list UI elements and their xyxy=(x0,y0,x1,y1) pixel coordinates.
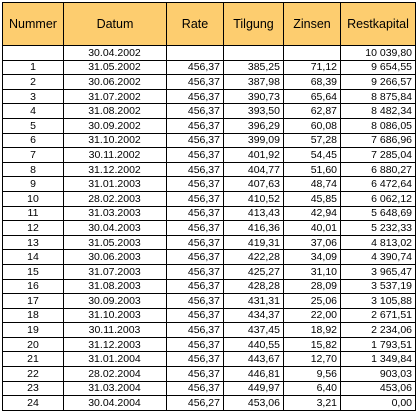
cell-date: 30.09.2002 xyxy=(64,118,167,133)
table-header xyxy=(3,3,416,46)
cell-rate: 456,37 xyxy=(167,148,224,163)
table-row xyxy=(3,250,416,265)
amortization-table xyxy=(2,2,416,411)
cell-number: 21 xyxy=(3,352,64,367)
table-row xyxy=(3,279,416,294)
cell-balance: 5 232,33 xyxy=(341,221,416,236)
cell-balance: 8 482,34 xyxy=(341,104,416,119)
cell-rate xyxy=(167,46,224,61)
cell-date: 28.02.2003 xyxy=(64,191,167,206)
cell-principal: 390,73 xyxy=(224,89,284,104)
cell-number: 24 xyxy=(3,396,64,411)
cell-rate: 456,37 xyxy=(167,250,224,265)
cell-interest: 31,10 xyxy=(284,264,341,279)
cell-principal: 443,67 xyxy=(224,352,284,367)
cell-rate: 456,37 xyxy=(167,279,224,294)
table-row xyxy=(3,75,416,90)
cell-balance: 4 390,74 xyxy=(341,250,416,265)
cell-rate: 456,37 xyxy=(167,264,224,279)
cell-number: 9 xyxy=(3,177,64,192)
cell-balance: 2 671,51 xyxy=(341,308,416,323)
table-row xyxy=(3,337,416,352)
cell-date: 30.04.2003 xyxy=(64,221,167,236)
cell-balance: 3 105,88 xyxy=(341,294,416,309)
cell-balance: 9 654,55 xyxy=(341,60,416,75)
cell-balance: 1 349,84 xyxy=(341,352,416,367)
cell-number: 3 xyxy=(3,89,64,104)
cell-principal: 399,09 xyxy=(224,133,284,148)
cell-number xyxy=(3,46,64,61)
table-row xyxy=(3,235,416,250)
cell-rate: 456,37 xyxy=(167,118,224,133)
cell-interest: 25,06 xyxy=(284,294,341,309)
cell-date: 31.08.2002 xyxy=(64,104,167,119)
cell-number: 6 xyxy=(3,133,64,148)
header-balance: Restkapital xyxy=(341,3,416,46)
table-row xyxy=(3,133,416,148)
cell-balance: 3 965,47 xyxy=(341,264,416,279)
cell-balance: 2 234,06 xyxy=(341,323,416,338)
cell-interest: 48,74 xyxy=(284,177,341,192)
cell-rate: 456,37 xyxy=(167,89,224,104)
table-row xyxy=(3,352,416,367)
cell-balance: 7 686,96 xyxy=(341,133,416,148)
cell-principal: 425,27 xyxy=(224,264,284,279)
cell-date: 30.04.2004 xyxy=(64,396,167,411)
cell-rate: 456,37 xyxy=(167,381,224,396)
cell-number: 7 xyxy=(3,148,64,163)
cell-rate: 456,37 xyxy=(167,206,224,221)
cell-number: 2 xyxy=(3,75,64,90)
cell-number: 20 xyxy=(3,337,64,352)
cell-interest: 22,00 xyxy=(284,308,341,323)
header-principal: Tilgung xyxy=(224,3,284,46)
cell-principal: 404,77 xyxy=(224,162,284,177)
cell-principal: 413,43 xyxy=(224,206,284,221)
cell-number: 5 xyxy=(3,118,64,133)
cell-rate: 456,37 xyxy=(167,133,224,148)
cell-number: 19 xyxy=(3,323,64,338)
cell-date: 31.07.2003 xyxy=(64,264,167,279)
cell-date: 30.04.2002 xyxy=(64,46,167,61)
cell-principal: 434,37 xyxy=(224,308,284,323)
cell-number: 23 xyxy=(3,381,64,396)
cell-rate: 456,37 xyxy=(167,60,224,75)
table-row xyxy=(3,221,416,236)
cell-rate: 456,37 xyxy=(167,337,224,352)
cell-number: 18 xyxy=(3,308,64,323)
cell-interest: 71,12 xyxy=(284,60,341,75)
cell-interest: 37,06 xyxy=(284,235,341,250)
cell-balance: 10 039,80 xyxy=(341,46,416,61)
cell-date: 31.05.2002 xyxy=(64,60,167,75)
table-row xyxy=(3,294,416,309)
cell-interest: 68,39 xyxy=(284,75,341,90)
cell-interest: 34,09 xyxy=(284,250,341,265)
cell-balance: 6 062,12 xyxy=(341,191,416,206)
cell-interest: 40,01 xyxy=(284,221,341,236)
table-row xyxy=(3,89,416,104)
table-row xyxy=(3,104,416,119)
cell-date: 30.11.2002 xyxy=(64,148,167,163)
cell-principal: 449,97 xyxy=(224,381,284,396)
table-row xyxy=(3,177,416,192)
table-row xyxy=(3,118,416,133)
cell-rate: 456,37 xyxy=(167,308,224,323)
cell-principal: 385,25 xyxy=(224,60,284,75)
cell-date: 31.10.2002 xyxy=(64,133,167,148)
cell-rate: 456,37 xyxy=(167,104,224,119)
cell-principal xyxy=(224,46,284,61)
table-row xyxy=(3,206,416,221)
cell-interest: 51,60 xyxy=(284,162,341,177)
cell-balance: 3 537,19 xyxy=(341,279,416,294)
header-date: Datum xyxy=(64,3,167,46)
cell-date: 31.12.2003 xyxy=(64,337,167,352)
cell-date: 30.06.2003 xyxy=(64,250,167,265)
cell-principal: 416,36 xyxy=(224,221,284,236)
cell-balance: 1 793,51 xyxy=(341,337,416,352)
cell-interest: 54,45 xyxy=(284,148,341,163)
table-row xyxy=(3,264,416,279)
header-interest: Zinsen xyxy=(284,3,341,46)
cell-rate: 456,37 xyxy=(167,235,224,250)
cell-balance: 0,00 xyxy=(341,396,416,411)
cell-rate: 456,37 xyxy=(167,75,224,90)
table-row xyxy=(3,162,416,177)
cell-rate: 456,37 xyxy=(167,177,224,192)
table-body xyxy=(3,46,416,411)
cell-date: 28.02.2004 xyxy=(64,367,167,382)
cell-rate: 456,37 xyxy=(167,367,224,382)
cell-principal: 387,98 xyxy=(224,75,284,90)
cell-date: 31.05.2003 xyxy=(64,235,167,250)
cell-interest: 15,82 xyxy=(284,337,341,352)
cell-number: 4 xyxy=(3,104,64,119)
cell-number: 10 xyxy=(3,191,64,206)
cell-balance: 8 086,05 xyxy=(341,118,416,133)
cell-number: 8 xyxy=(3,162,64,177)
cell-number: 13 xyxy=(3,235,64,250)
cell-balance: 6 472,64 xyxy=(341,177,416,192)
cell-balance: 9 266,57 xyxy=(341,75,416,90)
cell-interest: 18,92 xyxy=(284,323,341,338)
cell-number: 16 xyxy=(3,279,64,294)
cell-principal: 407,63 xyxy=(224,177,284,192)
table-row xyxy=(3,308,416,323)
cell-interest: 65,64 xyxy=(284,89,341,104)
cell-number: 15 xyxy=(3,264,64,279)
cell-rate: 456,37 xyxy=(167,294,224,309)
cell-date: 31.03.2003 xyxy=(64,206,167,221)
cell-interest: 60,08 xyxy=(284,118,341,133)
cell-principal: 453,06 xyxy=(224,396,284,411)
cell-rate: 456,37 xyxy=(167,191,224,206)
cell-date: 31.10.2003 xyxy=(64,308,167,323)
cell-balance: 453,06 xyxy=(341,381,416,396)
cell-interest: 6,40 xyxy=(284,381,341,396)
table-row xyxy=(3,396,416,411)
table-row xyxy=(3,381,416,396)
cell-principal: 431,31 xyxy=(224,294,284,309)
cell-balance: 8 875,84 xyxy=(341,89,416,104)
cell-date: 30.11.2003 xyxy=(64,323,167,338)
cell-principal: 440,55 xyxy=(224,337,284,352)
table-row xyxy=(3,367,416,382)
cell-principal: 393,50 xyxy=(224,104,284,119)
cell-interest: 45,85 xyxy=(284,191,341,206)
cell-date: 31.03.2004 xyxy=(64,381,167,396)
cell-date: 30.09.2003 xyxy=(64,294,167,309)
cell-balance: 4 813,02 xyxy=(341,235,416,250)
cell-rate: 456,37 xyxy=(167,323,224,338)
header-rate: Rate xyxy=(167,3,224,46)
cell-principal: 410,52 xyxy=(224,191,284,206)
cell-date: 31.01.2003 xyxy=(64,177,167,192)
cell-date: 30.06.2002 xyxy=(64,75,167,90)
cell-balance: 6 880,27 xyxy=(341,162,416,177)
cell-principal: 419,31 xyxy=(224,235,284,250)
cell-balance: 5 648,69 xyxy=(341,206,416,221)
cell-principal: 396,29 xyxy=(224,118,284,133)
cell-number: 11 xyxy=(3,206,64,221)
cell-rate: 456,27 xyxy=(167,396,224,411)
cell-date: 31.08.2003 xyxy=(64,279,167,294)
table-row xyxy=(3,148,416,163)
cell-date: 31.12.2002 xyxy=(64,162,167,177)
table-row xyxy=(3,46,416,61)
cell-balance: 903,03 xyxy=(341,367,416,382)
cell-number: 14 xyxy=(3,250,64,265)
cell-number: 22 xyxy=(3,367,64,382)
cell-rate: 456,37 xyxy=(167,221,224,236)
header-row xyxy=(3,3,416,46)
cell-principal: 437,45 xyxy=(224,323,284,338)
cell-interest: 62,87 xyxy=(284,104,341,119)
header-number: Nummer xyxy=(3,3,64,46)
cell-rate: 456,37 xyxy=(167,352,224,367)
cell-principal: 446,81 xyxy=(224,367,284,382)
cell-number: 1 xyxy=(3,60,64,75)
cell-principal: 422,28 xyxy=(224,250,284,265)
cell-number: 17 xyxy=(3,294,64,309)
cell-principal: 401,92 xyxy=(224,148,284,163)
cell-interest: 28,09 xyxy=(284,279,341,294)
cell-balance: 7 285,04 xyxy=(341,148,416,163)
table-row xyxy=(3,191,416,206)
cell-interest xyxy=(284,46,341,61)
cell-interest: 57,28 xyxy=(284,133,341,148)
cell-rate: 456,37 xyxy=(167,162,224,177)
table-row xyxy=(3,60,416,75)
cell-number: 12 xyxy=(3,221,64,236)
cell-principal: 428,28 xyxy=(224,279,284,294)
cell-interest: 9,56 xyxy=(284,367,341,382)
cell-date: 31.07.2002 xyxy=(64,89,167,104)
cell-date: 31.01.2004 xyxy=(64,352,167,367)
cell-interest: 3,21 xyxy=(284,396,341,411)
cell-interest: 42,94 xyxy=(284,206,341,221)
cell-interest: 12,70 xyxy=(284,352,341,367)
table-row xyxy=(3,323,416,338)
